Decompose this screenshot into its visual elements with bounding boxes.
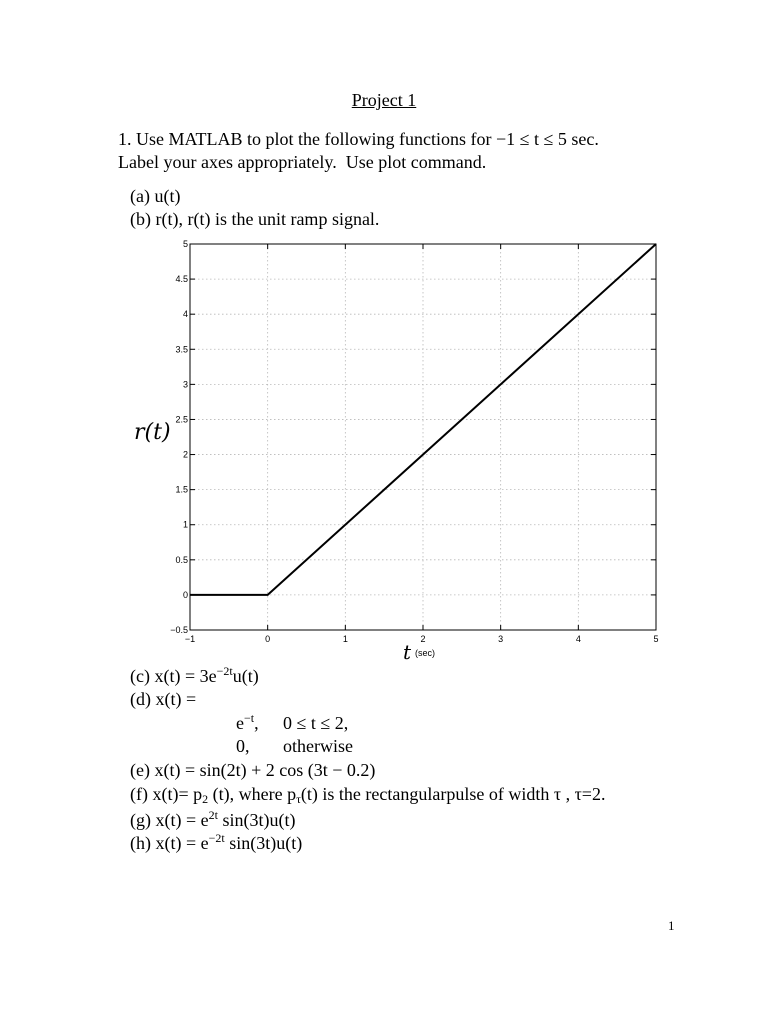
y-tick-label: 4 [182, 309, 188, 320]
x-axis-unit: (sec) [415, 648, 435, 658]
item-f: (f) $x(t)= p_2$ (t), where $p_\tau(t)$ is the rectangularpulse of width τ , τ=2. [130, 784, 606, 806]
item-b: (b) r(t), r(t) is the unit ramp signal. [130, 209, 380, 229]
y-tick-label: 2.5 [175, 414, 188, 425]
item-c: (c) $x(t) = 3e^{-2t}u(t)$ [130, 664, 259, 686]
item-d-case-1: $e^{-t}$, [236, 711, 259, 733]
question-1-line-1: 1. Use MATLAB to plot the following functions for −1 ≤ t ≤ 5 sec. [118, 129, 599, 149]
x-tick-label: 5 [653, 634, 659, 644]
item-h: (h) $x(t) = e^{-2t}$ sin(3t)u(t) [130, 831, 303, 853]
x-tick-label: 4 [575, 634, 581, 644]
y-tick-label: 0.5 [175, 554, 188, 565]
item-g: (g) $x(t) = e^{2t}$ sin(3t)u(t) [130, 808, 296, 830]
x-tick-label: 0 [265, 634, 271, 644]
y-tick-label: −0.5 [170, 625, 188, 635]
x-tick-label: −1 [184, 634, 196, 644]
item-d-case-1-condition: 0 ≤ t ≤ 2, [283, 713, 349, 733]
y-tick-label: 1.5 [175, 484, 188, 495]
x-tick-label: 1 [342, 634, 348, 644]
item-d-case-2-value: 0, [236, 736, 250, 756]
y-tick-label: 4.5 [175, 274, 188, 285]
x-tick-label: 2 [420, 634, 426, 644]
item-a: (a) u(t) [130, 186, 181, 206]
item-d-case-2-condition: otherwise [283, 736, 353, 756]
page-title: Project 1 [351, 90, 417, 110]
y-axis-label: r(t) [134, 420, 171, 445]
y-tick-label: 1 [182, 519, 188, 530]
page-number: 1 [668, 918, 675, 933]
y-tick-label: 2 [182, 449, 188, 460]
x-axis-label: t [403, 640, 412, 664]
question-1-line-2: Label your axes appropriately. Use plot command. [118, 152, 487, 172]
y-tick-label: 3 [182, 379, 188, 390]
y-tick-label: 0 [182, 589, 188, 600]
y-tick-label: 3.5 [175, 344, 188, 355]
item-d: (d) x(t) = [130, 689, 197, 709]
item-e: (e) x(t) = sin(2t) + 2 cos (3t − 0.2) [130, 760, 376, 780]
ramp-chart [128, 236, 668, 666]
x-tick-label: 3 [498, 634, 504, 644]
y-tick-label: 5 [182, 239, 188, 249]
